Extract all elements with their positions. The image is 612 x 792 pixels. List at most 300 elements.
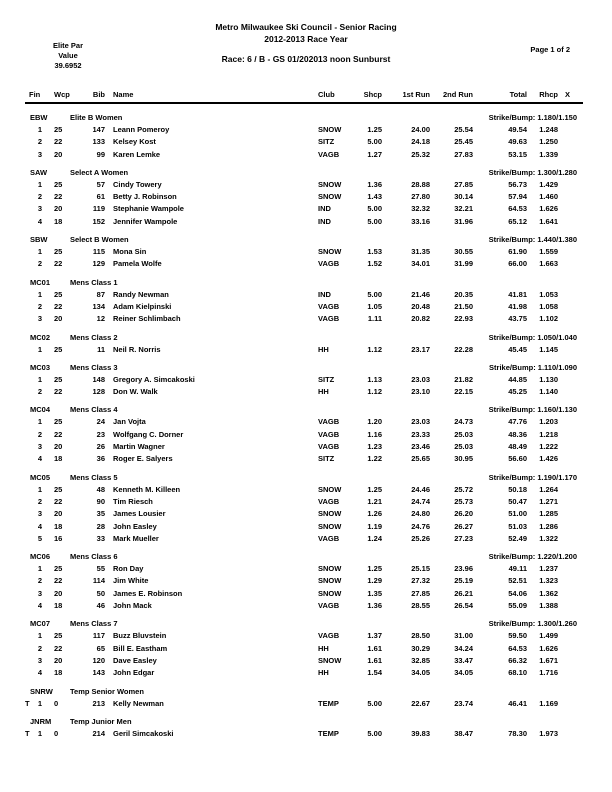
cell-1st-run: 25.65 xyxy=(411,454,430,464)
column-header-row xyxy=(25,89,577,101)
cell-total: 52.49 xyxy=(508,533,527,543)
cell-wcp: 25 xyxy=(54,564,63,574)
racer-row xyxy=(25,484,577,496)
section-header-row xyxy=(25,112,577,124)
cell-wcp: 25 xyxy=(54,417,63,427)
cell-finish: 1 xyxy=(37,564,42,574)
cell-shcp: 1.23 xyxy=(367,442,382,452)
cell-name: James E. Robinson xyxy=(113,588,183,598)
results-body xyxy=(25,106,577,740)
cell-shcp: 1.27 xyxy=(367,149,382,159)
cell-total: 54.06 xyxy=(508,588,527,598)
section-header-row xyxy=(25,472,577,484)
cell-x xyxy=(558,289,577,301)
class-section xyxy=(25,167,577,228)
cell-finish: 4 xyxy=(37,521,42,531)
cell-tie-flag xyxy=(25,124,34,136)
cell-club: VAGB xyxy=(318,417,340,427)
cell-x xyxy=(558,521,577,533)
cell-bib: 23 xyxy=(96,429,105,439)
cell-name: Cindy Towery xyxy=(113,179,162,189)
section-header-row xyxy=(25,332,577,344)
section-code: EBW xyxy=(30,113,48,122)
section-strike-bump: Strike/Bump: 1.190/1.170 xyxy=(488,472,577,482)
cell-name: Tim Riesch xyxy=(113,496,153,506)
cell-finish: 2 xyxy=(37,643,42,653)
cell-total: 50.47 xyxy=(508,496,527,506)
cell-1st-run: 21.46 xyxy=(411,289,430,299)
cell-shcp: 1.13 xyxy=(367,374,382,384)
cell-x xyxy=(558,508,577,520)
cell-total: 61.90 xyxy=(508,247,527,257)
section-name: Elite B Women xyxy=(70,113,123,122)
section-code: MC03 xyxy=(30,362,51,372)
cell-bib: 148 xyxy=(92,374,105,384)
cell-tie-flag xyxy=(25,484,34,496)
cell-name: Pamela Wolfe xyxy=(113,259,162,269)
cell-rhcp: 1.145 xyxy=(539,344,558,354)
cell-1st-run: 28.55 xyxy=(411,601,430,611)
cell-shcp: 1.29 xyxy=(367,576,382,586)
cell-1st-run: 33.16 xyxy=(411,216,430,226)
cell-name: John Easley xyxy=(113,521,157,531)
cell-shcp: 1.05 xyxy=(367,301,382,311)
cell-bib: 214 xyxy=(92,728,105,738)
cell-1st-run: 22.67 xyxy=(411,698,430,708)
col-fin: Fin xyxy=(29,90,41,99)
cell-bib: 26 xyxy=(96,442,105,452)
section-code: SBW xyxy=(30,235,48,245)
section-code: SAW xyxy=(30,167,48,177)
cell-tie-flag xyxy=(25,179,34,191)
cell-x xyxy=(558,496,577,508)
section-code: SNRW xyxy=(30,686,53,696)
cell-wcp: 22 xyxy=(54,429,63,439)
cell-name: Karen Lemke xyxy=(113,149,161,159)
cell-rhcp: 1.460 xyxy=(539,192,558,202)
cell-total: 78.30 xyxy=(508,728,527,738)
cell-name: Kenneth M. Killeen xyxy=(113,484,181,494)
cell-club: SNOW xyxy=(318,484,342,494)
cell-club: IND xyxy=(318,216,331,226)
cell-1st-run: 34.05 xyxy=(411,668,430,678)
cell-2nd-run: 25.73 xyxy=(454,496,473,506)
cell-bib: 90 xyxy=(96,496,105,506)
cell-shcp: 1.54 xyxy=(367,668,382,678)
cell-1st-run: 24.00 xyxy=(411,125,430,134)
racer-row xyxy=(25,374,577,386)
cell-tie-flag xyxy=(25,386,34,398)
cell-rhcp: 1.102 xyxy=(539,314,558,324)
cell-2nd-run: 22.28 xyxy=(454,344,473,354)
cell-finish: 1 xyxy=(37,289,42,299)
cell-x xyxy=(558,386,577,398)
racer-row xyxy=(25,453,577,465)
cell-2nd-run: 32.21 xyxy=(454,204,473,214)
section-code: MC06 xyxy=(30,552,51,562)
section-name: Mens Class 3 xyxy=(70,362,118,372)
cell-2nd-run: 27.85 xyxy=(454,179,473,189)
cell-1st-run: 20.82 xyxy=(411,314,430,324)
cell-wcp: 25 xyxy=(54,125,63,134)
section-header-row xyxy=(25,716,577,728)
cell-wcp: 25 xyxy=(54,344,63,354)
cell-x xyxy=(558,698,577,710)
cell-club: HH xyxy=(318,344,329,354)
cell-x xyxy=(558,563,577,575)
cell-shcp: 1.37 xyxy=(367,631,382,641)
cell-2nd-run: 26.54 xyxy=(454,601,473,611)
elite-par-label1: Elite Par xyxy=(52,41,83,50)
cell-bib: 87 xyxy=(96,289,105,299)
cell-total: 66.32 xyxy=(508,655,527,665)
cell-x xyxy=(558,124,577,136)
cell-x xyxy=(558,191,577,203)
cell-tie-flag xyxy=(25,533,34,545)
cell-shcp: 1.25 xyxy=(367,564,382,574)
section-strike-bump: Strike/Bump: 1.110/1.090 xyxy=(489,362,577,372)
cell-total: 49.11 xyxy=(508,564,527,574)
class-section xyxy=(25,112,577,161)
section-name: Mens Class 5 xyxy=(70,472,118,482)
cell-x xyxy=(558,136,577,148)
cell-club: VAGB xyxy=(318,442,340,452)
section-strike-bump: Strike/Bump: 1.160/1.130 xyxy=(488,405,577,415)
class-section xyxy=(25,234,577,271)
cell-x xyxy=(558,429,577,441)
cell-wcp: 22 xyxy=(54,301,63,311)
cell-wcp: 25 xyxy=(54,247,63,257)
cell-total: 66.00 xyxy=(508,259,527,269)
cell-shcp: 1.36 xyxy=(367,179,382,189)
cell-1st-run: 27.32 xyxy=(411,576,430,586)
cell-x xyxy=(558,301,577,313)
cell-wcp: 22 xyxy=(54,576,63,586)
section-header-row xyxy=(25,404,577,416)
cell-finish: 2 xyxy=(37,429,42,439)
section-name: Mens Class 2 xyxy=(70,332,118,342)
cell-rhcp: 1.203 xyxy=(539,417,558,427)
class-section xyxy=(25,332,577,356)
cell-bib: 143 xyxy=(92,668,105,678)
cell-2nd-run: 21.50 xyxy=(454,301,473,311)
cell-wcp: 25 xyxy=(54,631,63,641)
cell-x xyxy=(558,575,577,587)
cell-tie-flag xyxy=(25,258,34,270)
cell-bib: 99 xyxy=(96,149,105,159)
cell-name: Leann Pomeroy xyxy=(113,125,170,134)
racer-row xyxy=(25,630,577,642)
cell-club: VAGB xyxy=(318,601,340,611)
cell-tie-flag xyxy=(25,289,34,301)
section-rows xyxy=(25,124,577,161)
cell-bib: 36 xyxy=(96,454,105,464)
racer-row xyxy=(25,496,577,508)
col-total: Total xyxy=(509,90,527,99)
cell-finish: 4 xyxy=(37,601,42,611)
col-1st-run: 1st Run xyxy=(402,90,430,99)
cell-x xyxy=(558,655,577,667)
cell-tie-flag xyxy=(25,453,34,465)
cell-2nd-run: 31.00 xyxy=(454,631,473,641)
cell-tie-flag xyxy=(25,600,34,612)
cell-club: SITZ xyxy=(318,137,335,147)
elite-par-block xyxy=(30,41,106,71)
cell-finish: 4 xyxy=(37,216,42,226)
cell-shcp: 1.53 xyxy=(367,247,382,257)
cell-tie-flag xyxy=(25,630,34,642)
cell-finish: 4 xyxy=(37,454,42,464)
cell-name: John Mack xyxy=(113,601,152,611)
racer-row xyxy=(25,301,577,313)
cell-2nd-run: 26.21 xyxy=(454,588,473,598)
cell-club: SITZ xyxy=(318,374,335,384)
section-header-row xyxy=(25,277,577,289)
cell-club: HH xyxy=(318,643,329,653)
section-code: JNRM xyxy=(30,716,52,726)
cell-name: Dave Easley xyxy=(113,655,157,665)
cell-2nd-run: 26.20 xyxy=(454,509,473,519)
racer-row xyxy=(25,508,577,520)
cell-wcp: 22 xyxy=(54,387,63,397)
cell-rhcp: 1.322 xyxy=(539,533,558,543)
cell-rhcp: 1.169 xyxy=(539,698,558,708)
cell-bib: 33 xyxy=(96,533,105,543)
cell-shcp: 1.36 xyxy=(367,601,382,611)
section-name: Mens Class 7 xyxy=(70,619,118,629)
cell-tie-flag xyxy=(25,149,34,161)
cell-tie-flag xyxy=(25,521,34,533)
cell-club: SNOW xyxy=(318,192,342,202)
cell-finish: 1 xyxy=(37,179,42,189)
cell-total: 51.03 xyxy=(508,521,527,531)
cell-shcp: 1.25 xyxy=(367,484,382,494)
cell-2nd-run: 22.15 xyxy=(454,387,473,397)
cell-wcp: 20 xyxy=(54,509,63,519)
cell-club: HH xyxy=(318,387,329,397)
cell-club: SNOW xyxy=(318,125,342,134)
section-name: Temp Senior Women xyxy=(70,686,144,696)
cell-shcp: 1.21 xyxy=(367,496,382,506)
section-code: MC02 xyxy=(30,332,51,342)
cell-1st-run: 31.35 xyxy=(411,247,430,257)
cell-2nd-run: 30.55 xyxy=(454,247,473,257)
cell-bib: 35 xyxy=(96,509,105,519)
racer-row xyxy=(25,313,577,325)
section-header-row xyxy=(25,618,577,630)
cell-name: Randy Newman xyxy=(113,289,169,299)
cell-tie-flag xyxy=(25,496,34,508)
cell-total: 50.18 xyxy=(508,484,527,494)
section-header-row xyxy=(25,362,577,374)
cell-total: 45.25 xyxy=(508,387,527,397)
cell-x xyxy=(558,728,577,740)
cell-rhcp: 1.641 xyxy=(539,216,558,226)
cell-2nd-run: 21.82 xyxy=(454,374,473,384)
racer-row xyxy=(25,441,577,453)
cell-tie-flag xyxy=(25,344,34,356)
cell-name: John Edgar xyxy=(113,668,155,678)
section-rows xyxy=(25,416,577,465)
cell-finish: 3 xyxy=(37,314,42,324)
page-number: Page 1 of 2 xyxy=(530,45,570,54)
cell-2nd-run: 25.54 xyxy=(454,125,473,134)
cell-total: 43.75 xyxy=(508,314,527,324)
cell-finish: 4 xyxy=(37,668,42,678)
cell-2nd-run: 25.19 xyxy=(454,576,473,586)
cell-bib: 24 xyxy=(96,417,105,427)
cell-finish: 1 xyxy=(37,728,42,738)
cell-1st-run: 25.32 xyxy=(411,149,430,159)
cell-rhcp: 1.237 xyxy=(539,564,558,574)
cell-bib: 11 xyxy=(97,344,105,354)
cell-name: Reiner Schlimbach xyxy=(113,314,181,324)
cell-rhcp: 1.429 xyxy=(539,179,558,189)
col-name: Name xyxy=(113,90,134,99)
racer-row xyxy=(25,416,577,428)
col-shcp: Shcp xyxy=(363,90,382,99)
racer-row xyxy=(25,600,577,612)
racer-row xyxy=(25,643,577,655)
cell-name: Ron Day xyxy=(113,564,144,574)
header-divider xyxy=(25,102,583,104)
cell-bib: 50 xyxy=(96,588,105,598)
cell-total: 46.41 xyxy=(508,698,527,708)
cell-name: Mona Sin xyxy=(113,247,147,257)
cell-wcp: 0 xyxy=(54,728,59,738)
cell-total: 55.09 xyxy=(508,601,527,611)
racer-row xyxy=(25,563,577,575)
cell-finish: 1 xyxy=(37,374,42,384)
cell-2nd-run: 25.03 xyxy=(454,429,473,439)
cell-name: Kelly Newman xyxy=(113,698,164,708)
class-section xyxy=(25,686,577,710)
cell-finish: 1 xyxy=(37,247,42,257)
cell-total: 51.00 xyxy=(508,509,527,519)
cell-club: TEMP xyxy=(318,728,339,738)
cell-rhcp: 1.339 xyxy=(539,149,558,159)
cell-name: Bill E. Eastham xyxy=(113,643,168,653)
cell-total: 48.49 xyxy=(508,442,527,452)
racer-row xyxy=(25,728,577,740)
class-section xyxy=(25,404,577,465)
racer-row xyxy=(25,203,577,215)
race-label: Race: 6 / B - GS 01/202013 noon Sunburst xyxy=(221,54,391,64)
cell-finish: 2 xyxy=(37,496,42,506)
racer-row xyxy=(25,216,577,228)
cell-bib: 55 xyxy=(96,564,105,574)
cell-rhcp: 1.222 xyxy=(539,442,558,452)
cell-tie-flag xyxy=(25,643,34,655)
class-section xyxy=(25,277,577,326)
cell-finish: 3 xyxy=(37,204,42,214)
cell-club: TEMP xyxy=(318,698,339,708)
cell-wcp: 22 xyxy=(54,643,63,653)
cell-shcp: 1.22 xyxy=(367,454,382,464)
cell-wcp: 22 xyxy=(54,137,63,147)
cell-tie-flag xyxy=(25,508,34,520)
cell-rhcp: 1.264 xyxy=(539,484,558,494)
cell-total: 41.81 xyxy=(508,289,527,299)
cell-tie-flag xyxy=(25,301,34,313)
racer-row xyxy=(25,386,577,398)
racer-row xyxy=(25,136,577,148)
racer-row xyxy=(25,533,577,545)
cell-rhcp: 1.058 xyxy=(539,301,558,311)
cell-wcp: 0 xyxy=(54,698,59,708)
cell-wcp: 16 xyxy=(54,533,63,543)
cell-tie-flag xyxy=(25,575,34,587)
cell-1st-run: 24.46 xyxy=(411,484,430,494)
cell-2nd-run: 34.05 xyxy=(454,668,473,678)
cell-rhcp: 1.362 xyxy=(539,588,558,598)
cell-bib: 120 xyxy=(92,655,105,665)
cell-x xyxy=(558,374,577,386)
class-section xyxy=(25,362,577,399)
cell-1st-run: 23.33 xyxy=(411,429,430,439)
cell-wcp: 20 xyxy=(54,149,63,159)
cell-tie-flag xyxy=(25,313,34,325)
cell-x xyxy=(558,453,577,465)
cell-rhcp: 1.626 xyxy=(539,643,558,653)
cell-total: 57.94 xyxy=(508,192,527,202)
cell-bib: 147 xyxy=(92,125,105,134)
cell-club: SNOW xyxy=(318,576,342,586)
cell-shcp: 1.19 xyxy=(367,521,382,531)
cell-finish: 3 xyxy=(37,588,42,598)
section-rows xyxy=(25,374,577,399)
cell-rhcp: 1.140 xyxy=(539,387,558,397)
cell-total: 47.76 xyxy=(508,417,527,427)
cell-shcp: 1.43 xyxy=(367,192,382,202)
cell-shcp: 1.35 xyxy=(367,588,382,598)
cell-x xyxy=(558,149,577,161)
cell-shcp: 1.52 xyxy=(367,259,382,269)
cell-club: VAGB xyxy=(318,259,340,269)
section-strike-bump: Strike/Bump: 1.180/1.150 xyxy=(488,113,577,122)
cell-shcp: 5.00 xyxy=(367,204,382,214)
section-rows xyxy=(25,630,577,679)
cell-shcp: 1.24 xyxy=(367,533,382,543)
cell-rhcp: 1.973 xyxy=(539,728,558,738)
cell-bib: 65 xyxy=(96,643,105,653)
racer-row xyxy=(25,429,577,441)
cell-finish: 1 xyxy=(37,698,42,708)
cell-club: VAGB xyxy=(318,533,340,543)
cell-club: IND xyxy=(318,289,331,299)
cell-total: 59.50 xyxy=(508,631,527,641)
cell-club: SNOW xyxy=(318,509,342,519)
cell-2nd-run: 31.96 xyxy=(454,216,473,226)
cell-shcp: 5.00 xyxy=(367,698,382,708)
cell-wcp: 25 xyxy=(54,484,63,494)
cell-rhcp: 1.559 xyxy=(539,247,558,257)
elite-par-label2: Value xyxy=(58,51,78,60)
cell-tie-flag xyxy=(25,246,34,258)
section-header-row xyxy=(25,234,577,246)
cell-tie-flag xyxy=(25,136,34,148)
cell-bib: 46 xyxy=(96,601,105,611)
racer-row xyxy=(25,124,577,136)
cell-shcp: 1.61 xyxy=(367,655,382,665)
cell-finish: 3 xyxy=(37,442,42,452)
cell-rhcp: 1.671 xyxy=(539,655,558,665)
elite-par-value: 39.6952 xyxy=(54,61,82,70)
cell-rhcp: 1.663 xyxy=(539,259,558,269)
cell-2nd-run: 33.47 xyxy=(454,655,473,665)
cell-bib: 61 xyxy=(96,192,105,202)
class-section xyxy=(25,716,577,740)
